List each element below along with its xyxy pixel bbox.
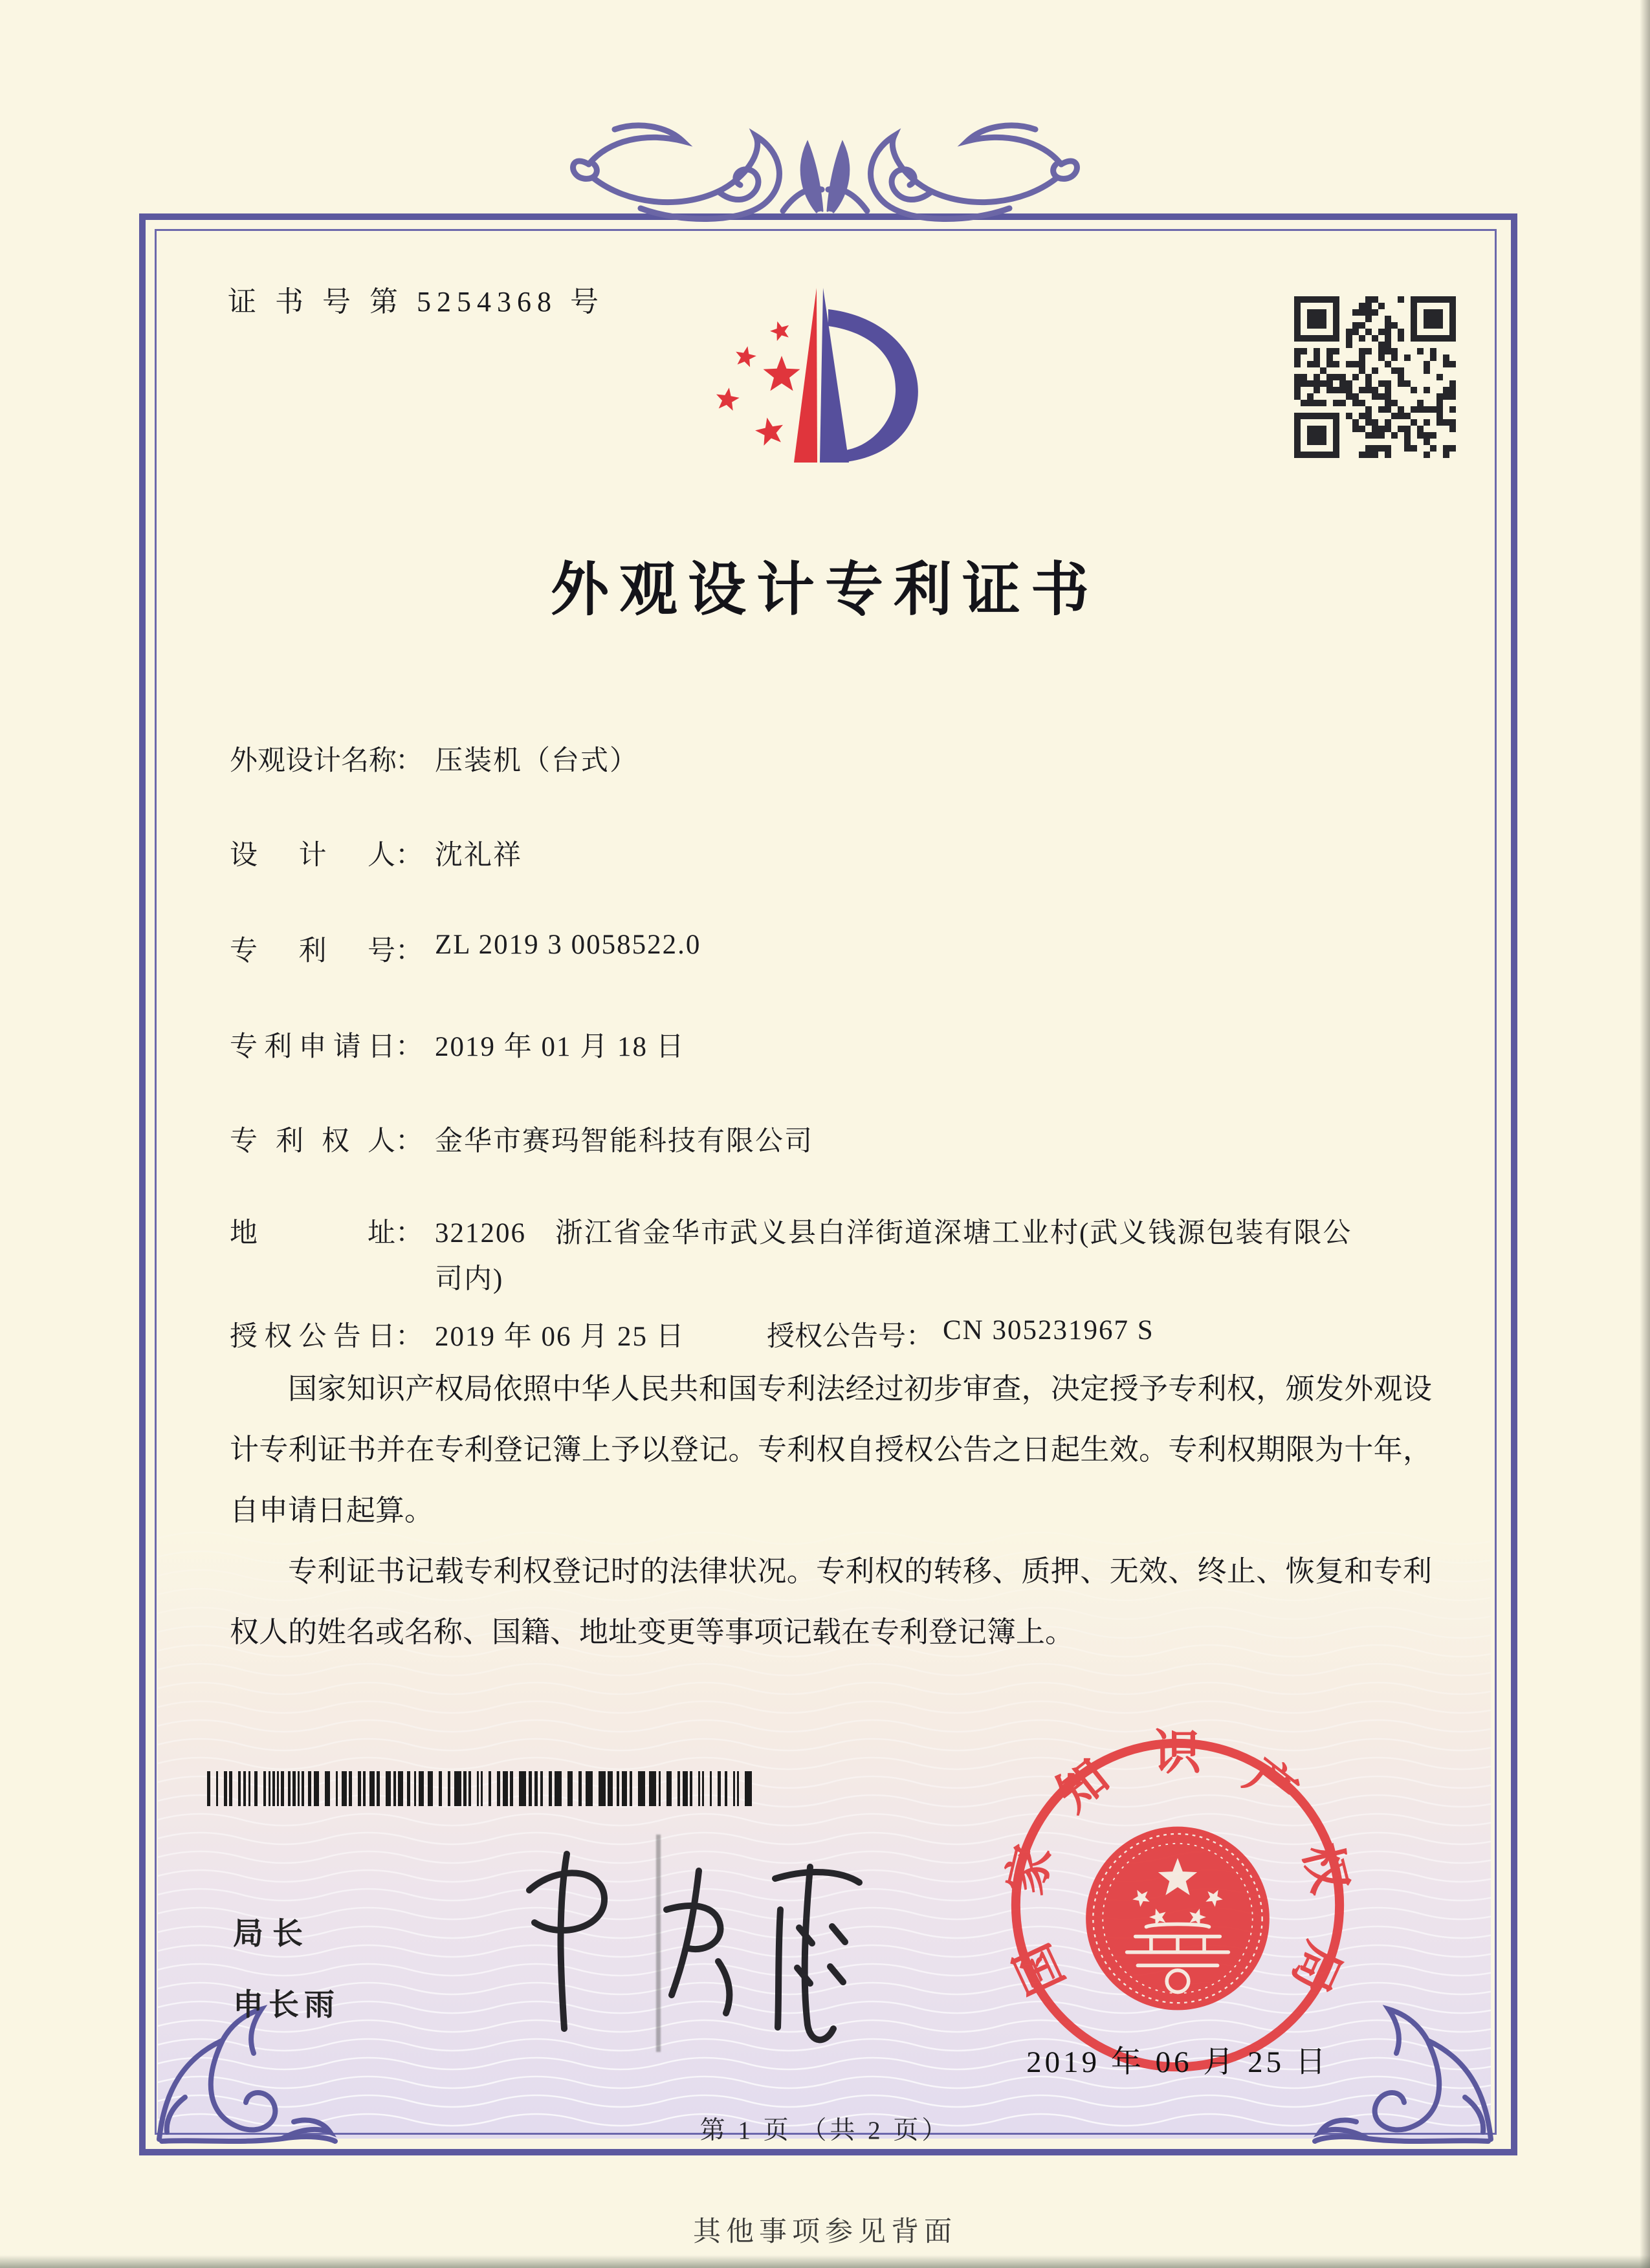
back-note: 其他事项参见背面 — [693, 2217, 957, 2247]
officer-name: 申长雨 — [233, 1987, 340, 2022]
field-label: 地址 — [230, 1218, 395, 1248]
field-value: 金华市赛玛智能科技有限公司 — [435, 1126, 813, 1157]
field-patentee: 专利权人： 金华市赛玛智能科技有限公司 — [230, 1119, 813, 1159]
field-label: 专利申请日 — [230, 1032, 395, 1062]
scan-edge-right — [1640, 0, 1650, 2268]
field-label: 专利权人 — [230, 1126, 395, 1157]
national-emblem — [1086, 1827, 1270, 2011]
seal-text: 国家知识产权局 — [998, 1726, 1357, 2002]
field-filing-date: 专利申请日： 2019 年 01 月 18 日 — [230, 1025, 685, 1064]
field-label: 设计人 — [230, 840, 395, 871]
field-label: 授权公告日 — [230, 1322, 395, 1352]
certificate-number: 证 书 号 第 5254368 号 — [228, 286, 604, 318]
field-value: 321206 浙江省金华市武义县白洋街道深塘工业村(武义钱源包装有限公司内) — [435, 1218, 1352, 1294]
dragon-ornament — [550, 114, 1100, 225]
legal-paragraph-1: 国家知识产权局依照中华人民共和国专利法经过初步审查，决定授予专利权，颁发外观设计专利证书并在专利登记簿上予以登记。专利权自授权公告之日起生效。专利权期限为十年，自申请日起算。 — [230, 1373, 1432, 1527]
field-value: 沈礼祥 — [435, 840, 522, 871]
signature-shen-changyu — [505, 1831, 880, 2057]
cnipa-logo — [673, 272, 945, 485]
field-address: 地址： 321206 浙江省金华市武义县白洋街道深塘工业村(武义钱源包装有限公司内) — [230, 1211, 1354, 1303]
field-grant-number: 授权公告号： CN 305231967 S — [767, 1315, 1154, 1352]
field-value: 2019 年 01 月 18 日 — [435, 1032, 685, 1062]
field-patent-no: 专利号： ZL 2019 3 0058522.0 — [230, 929, 701, 968]
field-grant: 授权公告日： 2019 年 06 月 25 日 授权公告号： CN 305231967 S — [230, 1314, 685, 1354]
cnipa-seal — [996, 1724, 1359, 2086]
field-value: CN 305231967 S — [943, 1315, 1154, 1346]
barcode — [207, 1771, 760, 1806]
field-value: ZL 2019 3 0058522.0 — [435, 930, 701, 960]
scan-edge-bottom — [0, 2255, 1650, 2268]
field-design-name: 外观设计名称： 压装机（台式） — [230, 739, 639, 778]
page-number: 第 1 页 （共 2 页） — [699, 2117, 951, 2144]
field-label: 授权公告号 — [767, 1322, 906, 1352]
legal-text — [230, 1358, 1432, 1663]
seal-date: 2019 年 06 月 25 日 — [1026, 2045, 1329, 2079]
legal-paragraph-2: 专利证书记载专利权登记时的法律状况。专利权的转移、质押、无效、终止、恢复和专利权人的姓名或名称、国籍、地址变更等事项记载在专利登记簿上。 — [230, 1555, 1432, 1648]
field-value: 2019 年 06 月 25 日 — [435, 1322, 685, 1352]
page-title: 外观设计专利证书 — [551, 558, 1099, 622]
scan-streak — [656, 1835, 661, 2052]
field-label: 外观设计名称 — [230, 746, 397, 776]
officer-title: 局长 — [233, 1916, 312, 1950]
field-designer: 设计人： 沈礼祥 — [230, 833, 522, 873]
field-value: 压装机（台式） — [435, 746, 639, 776]
field-label: 专利号 — [230, 936, 395, 966]
qr-code — [1294, 296, 1456, 458]
